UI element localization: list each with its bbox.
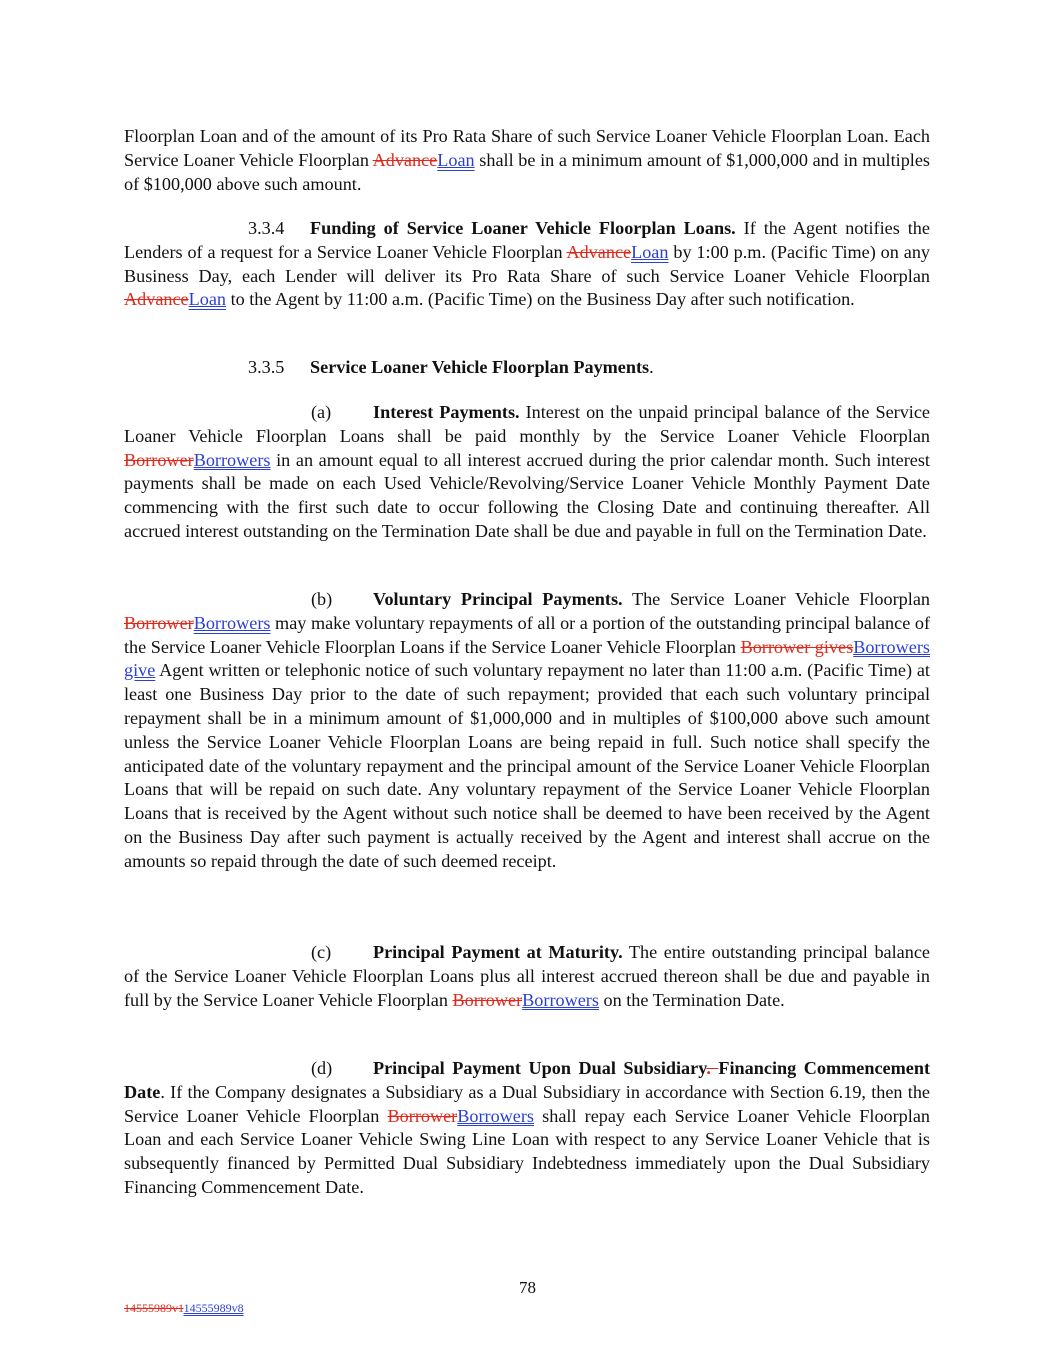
page-number: 78 <box>519 1278 536 1297</box>
paragraph-label: (c) <box>311 942 332 962</box>
inserted-text: Borrowers give <box>124 636 930 681</box>
paragraph-label: (a) <box>311 402 332 422</box>
deleted-text: Advance <box>124 289 189 310</box>
deleted-text: Borrower <box>124 449 194 470</box>
section-number: 3.3.4 <box>248 218 285 238</box>
text-run: Floorplan Loan and of the amount of its Pro Rata Share of such Service Loaner Vehicle Floorplan Loan. Each Service Loaner Vehicle Floorplan <box>124 126 930 170</box>
paragraph-heading: Voluntary Principal Payments. <box>373 589 623 609</box>
paragraph-heading: Principal Payment at Maturity. <box>373 942 623 962</box>
inserted-text: Borrowers <box>193 612 271 633</box>
text-run: Agent written or telephonic notice of such voluntary repayment no later than 11:00 a.m. (Pacific Time) at least one Business Day prior to the date of such repayment; provided that each such voluntary principal repayment shall be in a minimum amount of $1,000,000 and in multiples of $100,000 above such amount unless the Service Loaner Vehicle Floorplan Loans are being repaid in full. Such notice shall specify the anticipated date of the voluntary repayment and the principal amount of the Service Loaner Vehicle Floorplan Loans that will be repaid on such date. Any voluntary repayment of the Service Loaner Vehicle Floorplan Loans that is received by the Agent without such notice shall be deemed to have been received by the Agent on the Business Day after such payment is actually received by the Agent and interest shall accrue on the amounts so repaid through the date of such deemed receipt. <box>124 660 930 871</box>
paragraph-heading: Interest Payments. <box>373 402 520 422</box>
text-run: in an amount equal to all interest accrued during the prior calendar month. Such interest payments shall be made on each Used Vehicle/Revolving/Service Loaner Vehicle Monthly Payment Date commencing with the first such date to occur following the Closing Date and continuing thereafter. All accrued interest outstanding on the Termination Date shall be due and payable in full on the Termination Date. <box>124 449 930 541</box>
deleted-text: Borrower <box>387 1105 458 1126</box>
text-run: Interest on the unpaid principal balance of the Service Loaner Vehicle Floorplan Loans shall be paid monthly by the Service Loaner Vehicle Floorplan <box>124 402 930 446</box>
deleted-text: . <box>706 1058 719 1078</box>
section-heading: Funding of Service Loaner Vehicle Floorplan Loans. <box>310 218 736 238</box>
paragraph-heading: Principal Payment Upon Dual Subsidiary <box>373 1058 707 1078</box>
deleted-text: Advance <box>566 241 632 262</box>
text-run: The Service Loaner Vehicle Floorplan <box>622 589 930 609</box>
inserted-text: Borrowers <box>522 989 599 1010</box>
deleted-text: Borrower <box>124 612 194 633</box>
text-run: to the Agent by 11:00 a.m. (Pacific Time) on the Business Day after such notification. <box>226 289 855 310</box>
section-number: 3.3.5 <box>248 357 285 377</box>
text-run: . <box>649 357 654 377</box>
inserted-text: Loan <box>631 241 669 262</box>
inserted-text: Borrowers <box>457 1105 535 1126</box>
deleted-text: Borrower <box>452 989 523 1010</box>
text-run: shall repay each Service Loaner Vehicle Floorplan Loan and each Service Loaner Vehicle Swing Line Loan with respect to any Service Loaner Vehicle that is subsequently financed by Permitted Dual Subsidiary Indebtedness immediately upon the Dual Subsidiary Financing Commencement Date. <box>124 1105 930 1197</box>
paragraph-b <box>124 588 930 874</box>
deleted-text: Advance <box>372 149 438 170</box>
text-run: on the Termination Date. <box>598 989 785 1010</box>
paragraph-heading: Financing Commencement Date <box>124 1058 930 1102</box>
document-id <box>124 1297 244 1321</box>
inserted-text: Loan <box>188 289 227 310</box>
text-run: shall be in a minimum amount of $1,000,000 and in multiples of $100,000 above such amount. <box>124 149 930 194</box>
text-run: The entire outstanding principal balance of the Service Loaner Vehicle Floorplan Loans plus all interest accrued thereon shall be due and payable in full by the Service Loaner Vehicle Floorplan <box>124 942 930 1010</box>
paragraph-a <box>124 401 930 544</box>
text-run: If the Agent notifies the Lenders of a request for a Service Loaner Vehicle Floorplan <box>124 218 930 262</box>
inserted-text: 14555989v8 <box>183 1301 244 1315</box>
text-run: may make voluntary repayments of all or a portion of the outstanding principal balance of the Service Loaner Vehicle Floorplan Loans if the Service Loaner Vehicle Floorplan <box>124 612 930 657</box>
deleted-text: Borrower gives <box>740 636 854 657</box>
deleted-text: 14555989v1 <box>124 1301 184 1315</box>
inserted-text: Borrowers <box>193 449 271 470</box>
section-3-3-4 <box>124 217 930 312</box>
section-heading: Service Loaner Vehicle Floorplan Payments <box>310 357 650 377</box>
paragraph-label: (b) <box>311 589 333 609</box>
paragraph-d <box>124 1057 930 1200</box>
text-run: by 1:00 p.m. (Pacific Time) on any Business Day, each Lender will deliver its Pro Rata Share of such Service Loaner Vehicle Floorplan <box>124 241 931 286</box>
intro-paragraph <box>124 125 930 196</box>
text-run: . If the Company designates a Subsidiary as a Dual Subsidiary in accordance with Section 6.19, then the Service Loaner Vehicle Floorplan <box>124 1081 930 1126</box>
paragraph-label: (d) <box>311 1058 333 1078</box>
paragraph-c <box>124 941 930 1012</box>
section-3-3-5 <box>124 356 930 380</box>
inserted-text: Loan <box>437 149 475 170</box>
